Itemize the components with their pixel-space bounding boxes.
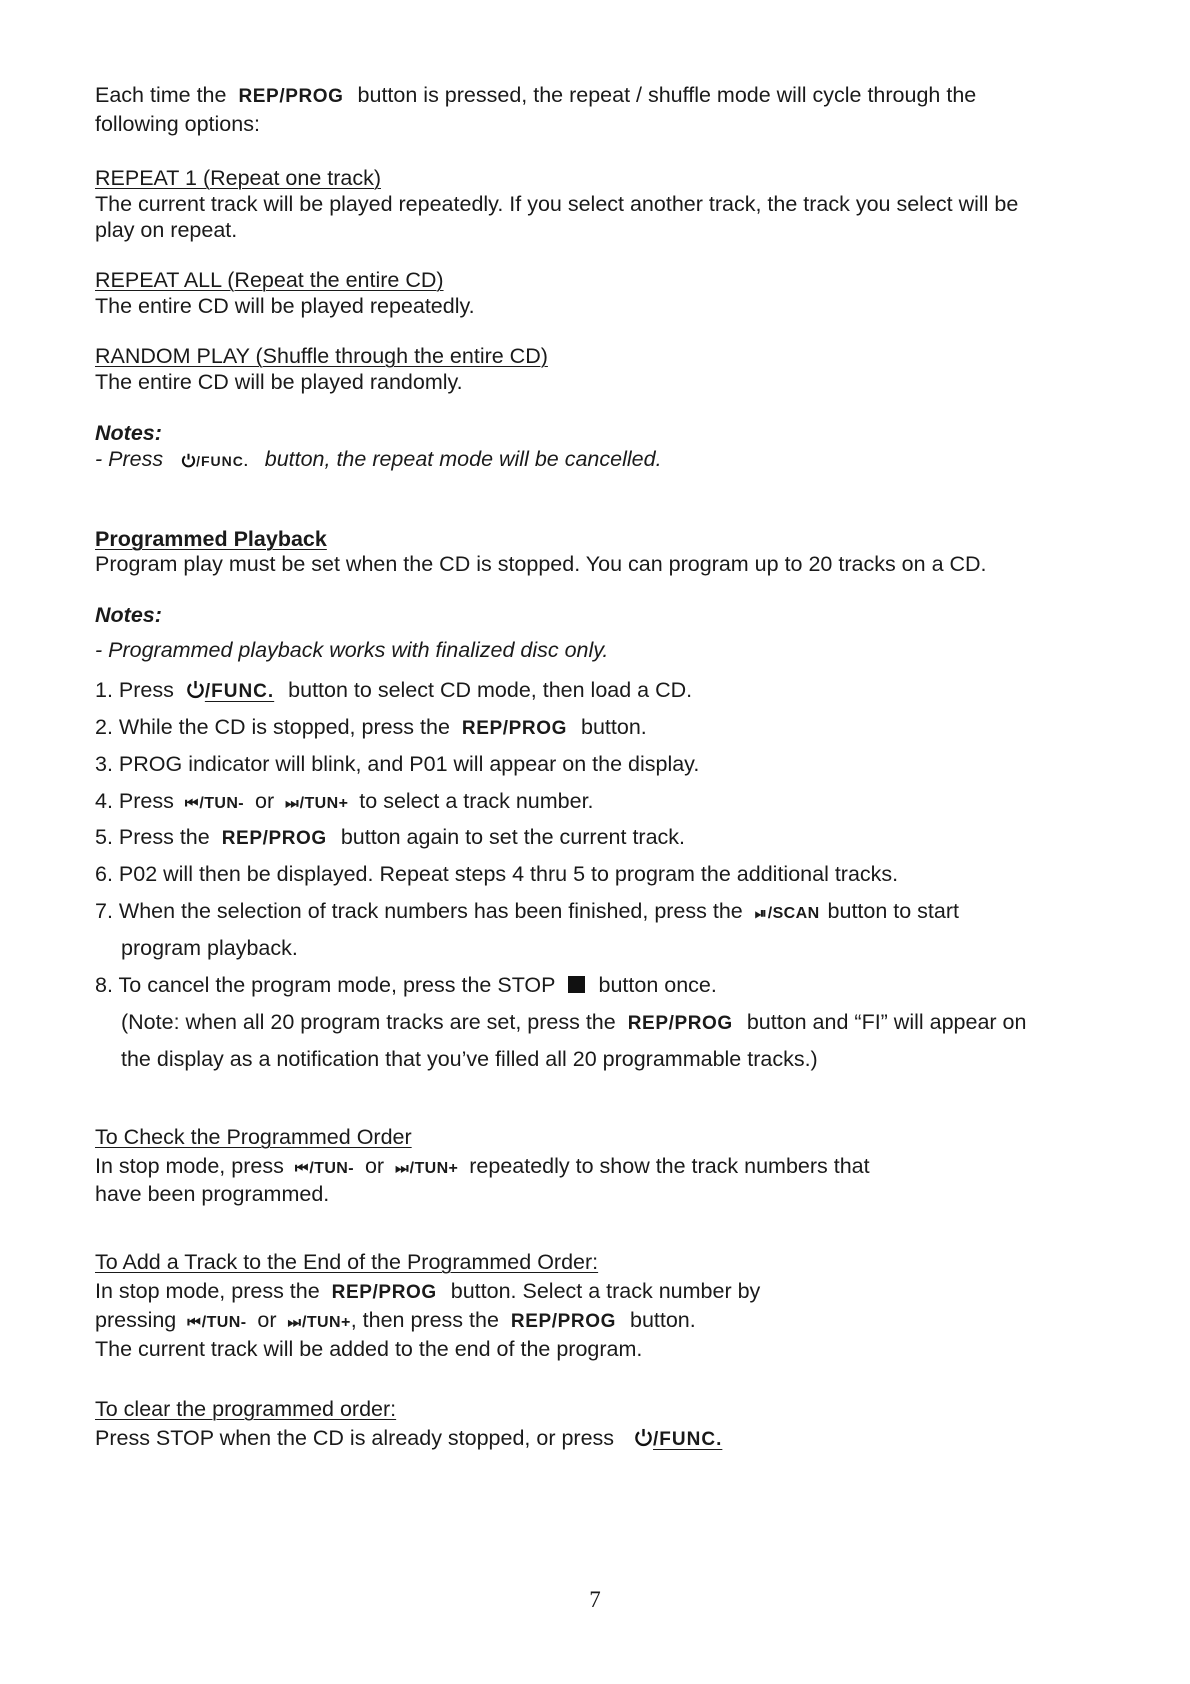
power-icon: [634, 1428, 653, 1447]
skip-back-icon: ⏮: [187, 1314, 200, 1331]
next-button-label: ⏭ /TUN+: [395, 1160, 459, 1177]
programmed-playback-heading: Programmed Playback: [95, 527, 327, 551]
step-3: 3. PROG indicator will blink, and P01 will appear on the display.: [95, 752, 700, 776]
skip-forward-icon: ⏭: [285, 795, 298, 812]
rep-prog-button-label: REP/PROG: [510, 1311, 616, 1332]
programmed-note: - Programmed playback works with finalized disc only.: [95, 638, 609, 662]
func-button-label: /FUNC.: [181, 448, 249, 474]
func-button-label: /FUNC.: [634, 1427, 722, 1453]
repeat-one-text: The current track will be played repeatedly. If you select another track, the track you select will be: [95, 192, 1019, 216]
prev-button-label: ⏮ /TUN-: [294, 1160, 354, 1177]
stop-square-icon: [568, 976, 585, 993]
step-7-cont: program playback.: [121, 936, 298, 960]
rep-prog-button-label: REP/PROG: [461, 718, 568, 739]
clear-order-line: Press STOP when the CD is already stopped, or press /FUNC.: [95, 1425, 730, 1453]
next-button-label: ⏭ /TUN+: [285, 795, 349, 812]
check-order-line: have been programmed.: [95, 1182, 330, 1206]
repeat-all-heading: REPEAT ALL (Repeat the entire CD): [95, 268, 444, 292]
func-button-label: /FUNC.: [186, 679, 274, 705]
rep-prog-button-label: REP/PROG: [221, 828, 327, 849]
step-1: 1. Press /FUNC. button to select CD mode, then load a CD.: [95, 677, 692, 705]
repeat-one-heading: REPEAT 1 (Repeat one track): [95, 166, 381, 190]
random-play-heading: RANDOM PLAY (Shuffle through the entire CD): [95, 344, 548, 368]
skip-forward-icon: ⏭: [287, 1314, 301, 1331]
check-order-heading: To Check the Programmed Order: [95, 1125, 412, 1149]
add-track-heading: To Add a Track to the End of the Programmed Order:: [95, 1250, 599, 1274]
add-track-line: pressing ⏮ /TUN- or ⏭ /TUN+, then press the REP/PROG button.: [95, 1307, 696, 1336]
add-track-line: In stop mode, press the REP/PROG button. Select a track number by: [95, 1278, 760, 1306]
step-4: 4. Press ⏮ /TUN- or ⏭ /TUN+ to select a track number.: [95, 788, 594, 817]
play-pause-icon: ⏯: [754, 905, 766, 922]
skip-back-icon: ⏮: [184, 795, 198, 812]
programmed-playback-desc: Program play must be set when the CD is stopped. You can program up to 20 tracks on a CD.: [95, 552, 987, 576]
step-2: 2. While the CD is stopped, press the REP/PROG button.: [95, 714, 647, 742]
rep-prog-button-label: REP/PROG: [627, 1013, 733, 1034]
notes-line: - Press /FUNC. button, the repeat mode will be cancelled.: [95, 446, 662, 474]
power-icon: [181, 453, 196, 468]
next-button-label: ⏭ /TUN+: [287, 1314, 351, 1331]
page-number: 7: [589, 1587, 601, 1612]
intro-line-2: following options:: [95, 112, 260, 136]
check-order-line: In stop mode, press ⏮ /TUN- or ⏭ /TUN+ repeatedly to show the track numbers that: [95, 1153, 870, 1182]
prev-button-label: ⏮ /TUN-: [184, 795, 245, 812]
intro-line-1: Each time the REP/PROG button is pressed, the repeat / shuffle mode will cycle through the: [95, 82, 976, 110]
step-7: 7. When the selection of track numbers has been finished, press the ⏯ /SCAN button to start: [95, 898, 959, 927]
random-play-text: The entire CD will be played randomly.: [95, 370, 463, 394]
rep-prog-button-label: REP/PROG: [238, 86, 344, 107]
play-scan-button-label: ⏯ /SCAN: [754, 905, 820, 922]
step-8-note-cont: the display as a notification that you’ve filled all 20 programmable tracks.): [121, 1047, 818, 1071]
repeat-all-text: The entire CD will be played repeatedly.: [95, 294, 475, 318]
prev-button-label: ⏮ /TUN-: [187, 1314, 247, 1331]
skip-forward-icon: ⏭: [395, 1160, 408, 1177]
notes-title: Notes:: [95, 421, 162, 445]
skip-back-icon: ⏮: [294, 1160, 308, 1177]
clear-order-heading: To clear the programmed order:: [95, 1397, 397, 1421]
power-icon: [186, 680, 205, 699]
programmed-notes-title: Notes:: [95, 603, 162, 627]
rep-prog-button-label: REP/PROG: [331, 1282, 437, 1303]
step-5: 5. Press the REP/PROG button again to set the current track.: [95, 824, 685, 852]
repeat-one-text: play on repeat.: [95, 218, 238, 242]
add-track-line: The current track will be added to the end of the program.: [95, 1337, 643, 1361]
step-6: 6. P02 will then be displayed. Repeat steps 4 thru 5 to program the additional tracks.: [95, 862, 899, 886]
step-8-note: (Note: when all 20 program tracks are set, press the REP/PROG button and “FI” will appear on: [121, 1009, 1026, 1037]
step-8: 8. To cancel the program mode, press the STOP button once.: [95, 973, 717, 997]
